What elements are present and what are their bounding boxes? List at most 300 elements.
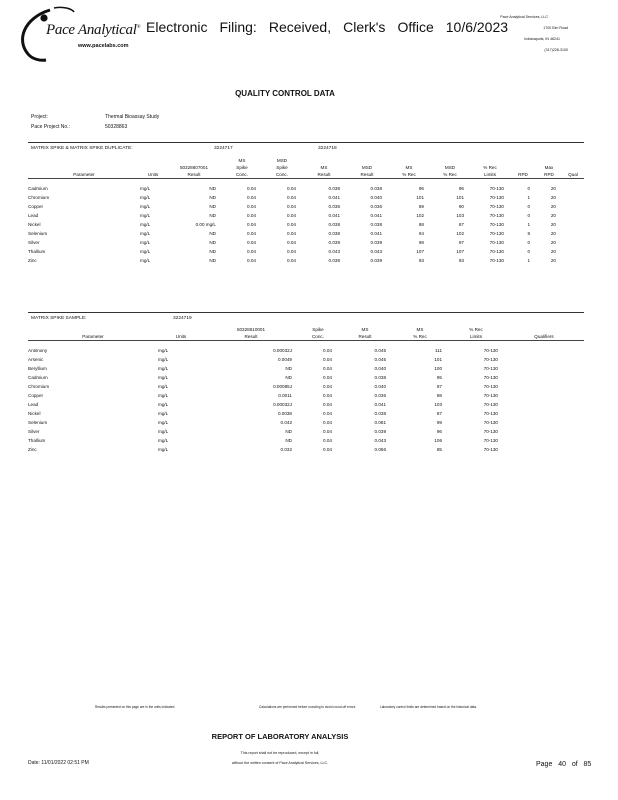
ms-cell-units: mg/L [158, 347, 169, 353]
header-ms-spike: MS [238, 158, 246, 163]
msd-cell-msd: 0.04 [287, 257, 296, 263]
ms-cell-msr: 0.039 [374, 428, 386, 434]
msd-header-row-2 [28, 164, 584, 171]
table-row [28, 436, 584, 445]
ms-cell-spike: 0.04 [323, 419, 332, 425]
msd-cell-lim: 70-130 [489, 212, 504, 218]
header-rec-limits: % Rec [483, 165, 497, 170]
msd-cell-param: Thallium [28, 248, 46, 254]
msd-cell-param: Lead [28, 212, 39, 218]
msd-cell-lim: 70-130 [489, 194, 504, 200]
msd-cell-msd: 0.04 [287, 221, 296, 227]
ms-cell-rec: 111 [435, 347, 442, 353]
msd-cell-qual [562, 229, 584, 238]
ms-cell-param: Thallium [28, 437, 46, 443]
ms-cell-units: mg/L [158, 383, 169, 389]
header-msd-rec-2: % Rec [443, 172, 457, 177]
msd-cell-param: Chromium [28, 194, 50, 200]
msd-cell-msdrec: 90 [458, 203, 464, 209]
note-3: Laboratory control limits are determined based on the historical data. [380, 705, 477, 709]
table-row [28, 220, 584, 229]
msd-cell-msd: 0.04 [287, 248, 296, 254]
msd-cell-msr: 0.038 [328, 221, 340, 227]
table-row [28, 184, 584, 193]
header-parameter: Parameter [73, 172, 95, 177]
msd-cell-msdr: 0.043 [370, 248, 382, 254]
ms-cell-msr: 0.038 [374, 374, 386, 380]
msd-cell-rpd: 1 [527, 221, 530, 227]
note-2: Calculations are performed before rounding to avoid round-off errors [259, 705, 356, 709]
msd-cell-msdrec: 103 [456, 212, 464, 218]
ms-cell-result: 0.00032J [273, 401, 292, 407]
ms-cell-rec: 97 [436, 383, 442, 389]
ms-cell-rec: 106 [434, 437, 442, 443]
ms-cell-units: mg/L [158, 374, 169, 380]
ms-cell-param: Selenium [28, 419, 48, 425]
table-row [28, 202, 584, 211]
ms-cell-spike: 0.04 [323, 383, 332, 389]
msd-cell-msdrec: 102 [456, 230, 464, 236]
ms-cell-lim: 70-130 [483, 428, 498, 434]
ms-cell-msr: 0.043 [374, 437, 386, 443]
msd-cell-param: Nickel [28, 221, 41, 227]
header-max-rpd-2: RPD [544, 172, 554, 177]
header-result: Result [187, 172, 201, 177]
ms-cell-qualifiers [504, 400, 584, 409]
msd-cell-max: 20 [550, 230, 556, 236]
table-row [28, 256, 584, 265]
msd-cell-rpd: 1 [527, 257, 530, 263]
header-ms-rec-2: % Rec [402, 172, 416, 177]
ms-cell-units: mg/L [158, 446, 169, 452]
header-result: Result [244, 334, 258, 339]
msd-header-row-3 [28, 171, 584, 179]
msd-cell-lim: 70-130 [489, 221, 504, 227]
ms-cell-msr: 0.038 [374, 410, 386, 416]
ms-cell-result: 0.00085J [273, 383, 292, 389]
ms-cell-spike: 0.04 [323, 347, 332, 353]
msd-cell-msrec: 102 [416, 212, 424, 218]
ms-cell-msr: 0.081 [374, 419, 386, 425]
ms-cell-units: mg/L [158, 401, 169, 407]
ms-cell-spike: 0.04 [323, 401, 332, 407]
msd-id-2: 3224718 [318, 146, 337, 151]
table-row [28, 391, 584, 400]
msd-cell-param: Selenium [28, 230, 48, 236]
msd-cell-ms: 0.04 [247, 248, 256, 254]
ms-cell-msr: 0.040 [374, 383, 386, 389]
msd-cell-max: 20 [550, 248, 556, 254]
section-rule [28, 142, 584, 143]
header-msd-rec: MSD [444, 165, 456, 170]
msd-cell-lim: 70-130 [489, 257, 504, 263]
header-ms-result-2: Result [358, 334, 372, 339]
ms-cell-lim: 70-130 [483, 365, 498, 371]
msd-cell-result: ND [209, 257, 216, 263]
msd-cell-qual [562, 193, 584, 202]
ms-cell-spike: 0.04 [323, 356, 332, 362]
ms-cell-lim: 70-130 [483, 446, 498, 452]
msd-cell-msrec: 98 [418, 239, 424, 245]
msd-cell-units: mg/L [140, 239, 151, 245]
header-msd-spike: MSD [276, 158, 288, 163]
msd-cell-qual [562, 247, 584, 256]
msd-cell-msdrec: 93 [458, 257, 464, 263]
table-row [28, 229, 584, 238]
msd-cell-msd: 0.04 [287, 203, 296, 209]
table-row [28, 247, 584, 256]
ms-cell-units: mg/L [158, 428, 169, 434]
header-qualifiers: Qualifiers [534, 334, 554, 339]
msd-cell-msd: 0.04 [287, 212, 296, 218]
table-row [28, 346, 584, 355]
msd-cell-msdr: 0.039 [370, 239, 382, 245]
msd-cell-param: Copper [28, 203, 44, 209]
ms-cell-units: mg/L [158, 410, 169, 416]
ms-cell-param: Arsenic [28, 356, 44, 362]
msd-cell-ms: 0.04 [247, 230, 256, 236]
msd-cell-max: 20 [550, 194, 556, 200]
table-row [28, 355, 584, 364]
msd-cell-msdr: 0.038 [370, 185, 382, 191]
footer-date: Date: 11/01/2022 02:51 PM [28, 760, 89, 766]
msd-cell-msrec: 94 [418, 230, 424, 236]
msd-cell-msdrec: 96 [458, 185, 464, 191]
msd-cell-rpd: 0 [527, 239, 530, 245]
msd-cell-qual [562, 238, 584, 247]
header-spike: Spike [312, 327, 324, 332]
ms-cell-spike: 0.04 [323, 428, 332, 434]
ms-cell-units: mg/L [158, 365, 169, 371]
ms-cell-spike: 0.04 [323, 374, 332, 380]
ms-cell-rec: 101 [434, 356, 442, 362]
msd-cell-ms: 0.04 [247, 257, 256, 263]
msd-cell-msdr: 0.038 [370, 221, 382, 227]
ms-cell-lim: 70-130 [483, 356, 498, 362]
msd-cell-result: ND [209, 194, 216, 200]
ms-cell-rec: 85 [436, 446, 442, 452]
msd-cell-result: ND [209, 239, 216, 245]
ms-cell-rec: 96 [436, 428, 442, 434]
ms-cell-rec: 100 [434, 365, 442, 371]
header-ms-result: MS [320, 165, 328, 170]
ms-cell-spike: 0.04 [323, 392, 332, 398]
msd-cell-units: mg/L [140, 185, 151, 191]
msd-cell-qual [562, 220, 584, 229]
msd-cell-msdrec: 87 [458, 221, 464, 227]
ms-cell-result: ND [285, 365, 292, 371]
msd-cell-ms: 0.04 [247, 194, 256, 200]
header-units: Units [175, 334, 187, 339]
ms-cell-lim: 70-130 [483, 410, 498, 416]
ms-table [28, 326, 584, 454]
section-rule-2 [28, 312, 584, 313]
msd-cell-msr: 0.038 [328, 230, 340, 236]
msd-cell-msr: 0.039 [328, 239, 340, 245]
ms-cell-units: mg/L [158, 392, 169, 398]
msd-sample-id: 50328607001 [179, 165, 209, 170]
header-msd-spike-2: Spike [276, 165, 288, 170]
header-ms-spike-2: Spike [236, 165, 248, 170]
msd-cell-msd: 0.04 [287, 239, 296, 245]
msd-cell-msdr: 0.039 [370, 257, 382, 263]
table-row [28, 409, 584, 418]
msd-cell-qual [562, 184, 584, 193]
msd-cell-ms: 0.04 [247, 212, 256, 218]
ms-cell-param: Beryllium [28, 365, 47, 371]
ms-cell-param: Nickel [28, 410, 41, 416]
msd-cell-ms: 0.04 [247, 221, 256, 227]
msd-cell-result: 0.00 mg/L [195, 221, 216, 227]
msd-cell-msr: 0.041 [328, 212, 340, 218]
msd-cell-msrec: 89 [418, 203, 424, 209]
msd-cell-max: 20 [550, 221, 556, 227]
msd-cell-rpd: 0 [527, 212, 530, 218]
header-units: Units [147, 172, 159, 177]
ms-cell-qualifiers [504, 409, 584, 418]
msd-cell-units: mg/L [140, 257, 151, 263]
msd-cell-ms: 0.04 [247, 239, 256, 245]
ms-cell-qualifiers [504, 346, 584, 355]
ms-cell-result: 0.032 [280, 446, 292, 452]
ms-cell-lim: 70-130 [483, 419, 498, 425]
ms-cell-rec: 99 [436, 419, 442, 425]
msd-cell-max: 20 [550, 185, 556, 191]
msd-cell-lim: 70-130 [489, 230, 504, 236]
msd-cell-result: ND [209, 203, 216, 209]
ms-cell-param: Cadmium [28, 374, 48, 380]
msd-cell-msrec: 88 [418, 221, 424, 227]
msd-cell-param: Silver [28, 239, 40, 245]
ms-cell-qualifiers [504, 355, 584, 364]
ms-cell-lim: 70-130 [483, 401, 498, 407]
ms-header-row-1 [28, 326, 584, 333]
ms-cell-msr: 0.045 [374, 356, 386, 362]
ms-cell-param: Lead [28, 401, 39, 407]
ms-cell-units: mg/L [158, 419, 169, 425]
msd-cell-msr: 0.043 [328, 248, 340, 254]
table-row [28, 382, 584, 391]
ms-cell-spike: 0.04 [323, 437, 332, 443]
ms-cell-qualifiers [504, 382, 584, 391]
msd-table [28, 157, 584, 265]
header-msd-result-2: Result [360, 172, 374, 177]
ms-cell-qualifiers [504, 391, 584, 400]
ms-cell-units: mg/L [158, 356, 169, 362]
ms-cell-spike: 0.04 [323, 446, 332, 452]
msd-cell-msrec: 96 [418, 185, 424, 191]
table-row [28, 238, 584, 247]
ms-cell-lim: 70-130 [483, 392, 498, 398]
msd-cell-msr: 0.036 [328, 203, 340, 209]
header-parameter: Parameter [82, 334, 104, 339]
project-value: Thermal Bioassay Study [105, 114, 160, 120]
msd-cell-units: mg/L [140, 221, 151, 227]
msd-cell-rpd: 0 [527, 248, 530, 254]
ms-cell-spike: 0.04 [323, 410, 332, 416]
msd-cell-result: ND [209, 248, 216, 254]
project-no-label: Pace Project No.: [31, 124, 70, 130]
header-qual: Qual [568, 172, 578, 177]
ms-cell-msr: 0.041 [374, 401, 386, 407]
lab-address: Pace Analytical Services, LLC 1700 Elm Road Indianapolis, IN 46241 (317)228-3100 [500, 15, 568, 52]
ms-cell-qualifiers [504, 427, 584, 436]
table-row [28, 211, 584, 220]
msd-cell-msd: 0.04 [287, 230, 296, 236]
msd-cell-max: 20 [550, 212, 556, 218]
ms-cell-qualifiers [504, 436, 584, 445]
ms-cell-msr: 0.036 [374, 392, 386, 398]
table-row [28, 373, 584, 382]
logo-url: www.pacelabs.com [78, 43, 129, 49]
header-rec-limits-2: Limits [484, 172, 496, 177]
ms-cell-result: 0.0011 [278, 392, 292, 398]
ms-cell-rec: 95 [436, 374, 442, 380]
table-row [28, 427, 584, 436]
ms-cell-qualifiers [504, 373, 584, 382]
header-msd-spike-3: Conc. [275, 172, 288, 177]
table-row [28, 418, 584, 427]
page-number: Page 40 of 85 [536, 761, 592, 768]
ms-cell-rec: 103 [434, 401, 442, 407]
msd-cell-result: ND [209, 212, 216, 218]
msd-cell-qual [562, 256, 584, 265]
msd-cell-msd: 0.04 [287, 185, 296, 191]
ms-cell-param: Chromium [28, 383, 50, 389]
ms-cell-lim: 70-130 [483, 383, 498, 389]
msd-cell-msd: 0.04 [287, 194, 296, 200]
msd-cell-msrec: 93 [418, 257, 424, 263]
msd-cell-param: Zinc [28, 257, 37, 263]
ms-cell-param: Copper [28, 392, 44, 398]
header-ms-rec: MS [416, 327, 424, 332]
msd-header-row-1 [28, 157, 584, 164]
ms-cell-result: ND [285, 437, 292, 443]
ms-cell-result: ND [285, 374, 292, 380]
msd-cell-result: ND [209, 185, 216, 191]
msd-cell-rpd: 0 [527, 185, 530, 191]
note-1: Results presented on this page are in the units indicated [95, 705, 175, 709]
msd-cell-units: mg/L [140, 230, 151, 236]
msd-cell-max: 20 [550, 239, 556, 245]
msd-cell-ms: 0.04 [247, 185, 256, 191]
msd-cell-units: mg/L [140, 212, 151, 218]
msd-cell-msdr: 0.041 [370, 230, 382, 236]
msd-cell-rpd: 8 [527, 230, 530, 236]
header-ms-rec-2: % Rec [413, 334, 427, 339]
ms-cell-lim: 70-130 [483, 374, 498, 380]
msd-cell-result: ND [209, 230, 216, 236]
msd-cell-ms: 0.04 [247, 203, 256, 209]
ms-cell-rec: 87 [436, 410, 442, 416]
ms-cell-result: ND [285, 428, 292, 434]
ms-cell-result: 0.0049 [277, 356, 292, 362]
logo-text: Pace Analytical® [46, 22, 141, 38]
msd-cell-lim: 70-130 [489, 185, 504, 191]
msd-cell-max: 20 [550, 203, 556, 209]
ms-cell-qualifiers [504, 445, 584, 454]
msd-cell-rpd: 1 [527, 194, 530, 200]
page-title: QUALITY CONTROL DATA [235, 89, 335, 98]
ms-cell-lim: 70-130 [483, 437, 498, 443]
ms-cell-param: Silver [28, 428, 40, 434]
table-row [28, 445, 584, 454]
ms-cell-msr: 0.040 [374, 365, 386, 371]
msd-section-label: MATRIX SPIKE & MATRIX SPIKE DUPLICATE: [31, 146, 133, 151]
msd-cell-qual [562, 211, 584, 220]
msd-cell-units: mg/L [140, 203, 151, 209]
msd-cell-msdr: 0.041 [370, 212, 382, 218]
ms-cell-units: mg/L [158, 437, 169, 443]
ms-section-label: MATRIX SPIKE SAMPLE: [31, 316, 87, 321]
msd-cell-lim: 70-130 [489, 239, 504, 245]
msd-cell-units: mg/L [140, 194, 151, 200]
report-title: REPORT OF LABORATORY ANALYSIS [211, 732, 349, 741]
table-row [28, 193, 584, 202]
header-ms-rec: MS [405, 165, 413, 170]
reproduction-notice: This report shall not be reproduced, except in full, without the written consent of Pace Analytical Services, LLC. [231, 751, 329, 765]
filing-stamp: Electronic Filing: Received, Clerk's Office 10/6/2023 [146, 19, 509, 35]
ms-cell-result: 0.00032J [273, 347, 292, 353]
header-ms-spike-3: Conc. [235, 172, 248, 177]
msd-cell-lim: 70-130 [489, 203, 504, 209]
header-ms-result-2: Result [317, 172, 331, 177]
ms-id: 3224719 [173, 316, 192, 321]
table-row [28, 400, 584, 409]
msd-cell-msr: 0.041 [328, 194, 340, 200]
msd-cell-msdrec: 97 [458, 239, 464, 245]
ms-cell-spike: 0.04 [323, 365, 332, 371]
msd-cell-msdr: 0.040 [370, 194, 382, 200]
ms-cell-rec: 88 [436, 392, 442, 398]
ms-cell-result: 0.042 [280, 419, 292, 425]
header-rec-limits: % Rec [469, 327, 483, 332]
msd-cell-msdr: 0.036 [370, 203, 382, 209]
ms-cell-param: Zinc [28, 446, 37, 452]
ms-cell-msr: 0.045 [374, 347, 386, 353]
header-ms-result: MS [361, 327, 369, 332]
msd-cell-param: Cadmium [28, 185, 48, 191]
msd-cell-lim: 70-130 [489, 248, 504, 254]
header-msd-result: MSD [361, 165, 373, 170]
msd-cell-msdrec: 107 [456, 248, 464, 254]
header-max-rpd: Max [544, 165, 554, 170]
msd-cell-msrec: 107 [416, 248, 424, 254]
ms-header-row-2 [28, 333, 584, 341]
msd-id-1: 3224717 [214, 146, 233, 151]
table-row [28, 364, 584, 373]
ms-cell-msr: 0.066 [374, 446, 386, 452]
msd-cell-qual [562, 202, 584, 211]
project-no-value: 50328863 [105, 124, 128, 130]
msd-cell-msr: 0.038 [328, 185, 340, 191]
ms-cell-result: 0.0038 [277, 410, 292, 416]
msd-cell-max: 20 [550, 257, 556, 263]
ms-cell-qualifiers [504, 418, 584, 427]
project-label: Project: [31, 114, 48, 120]
header-rec-limits-2: Limits [470, 334, 482, 339]
ms-sample-id: 50328610001 [236, 327, 266, 332]
msd-cell-units: mg/L [140, 248, 151, 254]
ms-cell-param: Antimony [28, 347, 48, 353]
msd-cell-msrec: 101 [416, 194, 424, 200]
ms-cell-qualifiers [504, 364, 584, 373]
header-rpd: RPD [518, 172, 528, 177]
msd-cell-msdrec: 101 [456, 194, 464, 200]
ms-cell-lim: 70-130 [483, 347, 498, 353]
header-spike-2: Conc. [311, 334, 324, 339]
msd-cell-msr: 0.038 [328, 257, 340, 263]
